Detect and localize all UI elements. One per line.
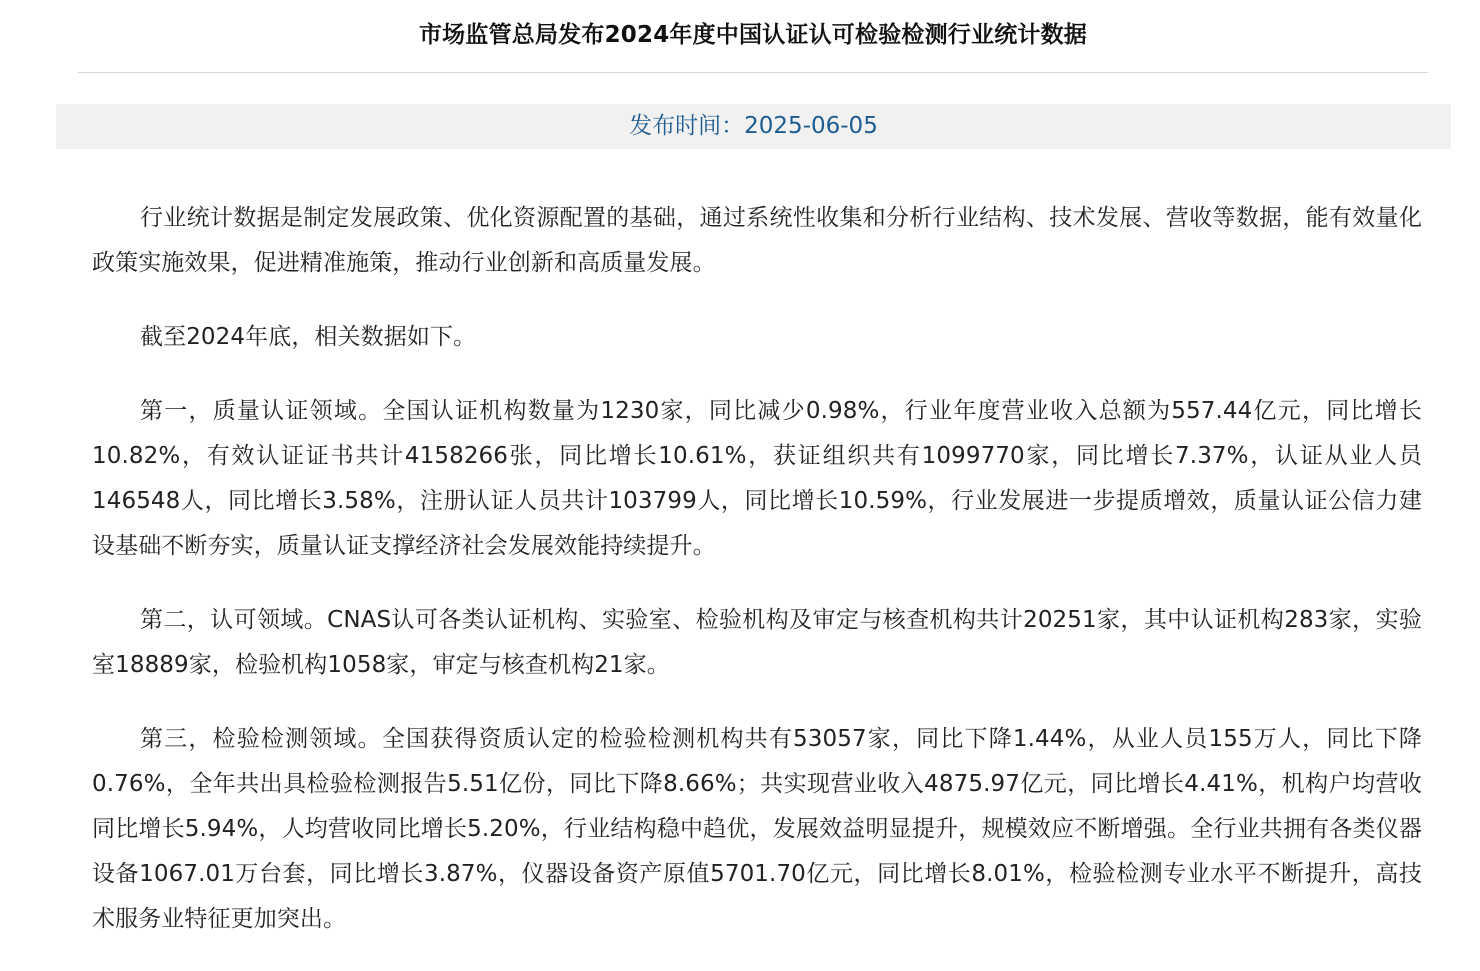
paragraph-intro: 行业统计数据是制定发展政策、优化资源配置的基础，通过系统性收集和分析行业结构、技术发展、营收等数据，能有效量化政策实施效果，促进精准施策，推动行业创新和高质量发展。	[92, 205, 1422, 276]
article-title: 市场监管总局发布2024年度中国认证认可检验检测行业统计数据	[418, 22, 1087, 48]
publish-date-bar	[56, 104, 1451, 149]
publish-date-label: 发布时间：	[629, 113, 745, 139]
article-body	[92, 196, 1422, 971]
paragraph-inspection-testing: 第三，检验检测领域。全国获得资质认定的检验检测机构共有53057家，同比下降1.44%，从业人员155万人，同比下降0.76%，全年共出具检验检测报告5.51亿份，同比下降8.66%；共实现营业收入4875.97亿元，同比增长4.41%，机构户均营收同比增长5.94%，人均营收同比增长5.20%，行业结构稳中趋优，发展效益明显提升，规模效应不断增强。全行业共拥有各类仪器设备1067.01万台套，同比增长3.87%，仪器设备资产原值5701.70亿元，同比增长8.01%，检验检测专业水平不断提升，高技术服务业特征更加突出。	[92, 726, 1422, 932]
paragraph-quality-certification: 第一，质量认证领域。全国认证机构数量为1230家，同比减少0.98%，行业年度营业收入总额为557.44亿元，同比增长10.82%，有效认证证书共计4158266张，同比增长10.61%，获证组织共有1099770家，同比增长7.37%，认证从业人员146548人，同比增长3.58%，注册认证人员共计103799人，同比增长10.59%，行业发展进一步提质增效，质量认证公信力建设基础不断夯实，质量认证支撑经济社会发展效能持续提升。	[92, 398, 1422, 559]
paragraph-summary: 截至2024年底，相关数据如下。	[140, 324, 477, 350]
title-divider	[78, 72, 1428, 73]
publish-date-value: 2025-06-05	[744, 113, 878, 139]
paragraph-accreditation: 第二，认可领域。CNAS认可各类认证机构、实验室、检验机构及审定与核查机构共计20251家，其中认证机构283家，实验室18889家，检验机构1058家，审定与核查机构21家。	[92, 607, 1422, 678]
